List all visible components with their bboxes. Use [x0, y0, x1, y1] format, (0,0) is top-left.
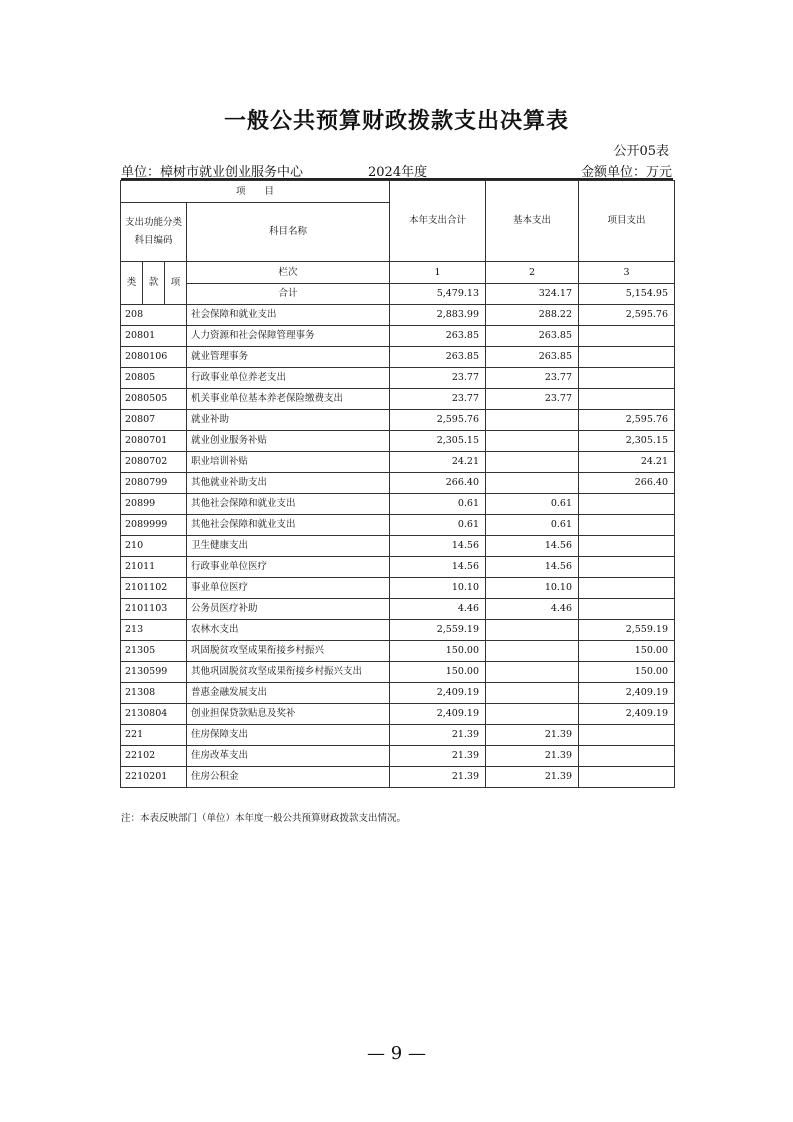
row-total: 24.21: [390, 452, 486, 473]
row-code: 22102: [121, 746, 187, 767]
table-row: [121, 305, 675, 326]
row-project: [579, 347, 675, 368]
row-basic: [486, 473, 579, 494]
row-basic: 10.10: [486, 578, 579, 599]
row-code: 2080106: [121, 347, 187, 368]
row-subject-name: 其他社会保障和就业支出: [187, 515, 390, 536]
row-basic: 21.39: [486, 725, 579, 746]
row-code: 2130804: [121, 704, 187, 725]
row-basic: 14.56: [486, 557, 579, 578]
row-subject-name: 创业担保贷款贴息及奖补: [187, 704, 390, 725]
row-code: 2101102: [121, 578, 187, 599]
row-code: 2101103: [121, 599, 187, 620]
row-subject-name: 行政事业单位医疗: [187, 557, 390, 578]
form-number: 公开05表: [613, 144, 669, 159]
row-project: [579, 536, 675, 557]
table-row: [121, 599, 675, 620]
row-code: 2080505: [121, 389, 187, 410]
row-basic: [486, 431, 579, 452]
header-project: 项 目: [121, 181, 390, 203]
header-project-col: 项目支出: [579, 181, 675, 262]
row-total: 266.40: [390, 473, 486, 494]
row-basic: [486, 683, 579, 704]
amount-unit: 金额单位：万元: [580, 165, 672, 180]
header-kuan: 款: [143, 262, 165, 305]
row-project: [579, 389, 675, 410]
row-project: [579, 767, 675, 788]
row-basic: 263.85: [486, 326, 579, 347]
table-note: 注：本表反映部门（单位）本年度一般公共预算财政拨款支出情况。: [121, 813, 407, 824]
row-basic: [486, 410, 579, 431]
row-code: 2080702: [121, 452, 187, 473]
header-col2: 2: [486, 262, 579, 284]
row-basic: [486, 704, 579, 725]
table-row: [121, 515, 675, 536]
table-row: [121, 662, 675, 683]
table-row: [121, 326, 675, 347]
header-basic-col: 基本支出: [486, 181, 579, 262]
table-row: [121, 578, 675, 599]
header-lei: 类: [121, 262, 143, 305]
row-total: 2,409.19: [390, 704, 486, 725]
row-code: 21305: [121, 641, 187, 662]
unit-name: 单位：樟树市就业创业服务中心: [121, 165, 304, 180]
row-total: 23.77: [390, 368, 486, 389]
row-total: 10.10: [390, 578, 486, 599]
row-subject-name: 机关事业单位基本养老保险缴费支出: [187, 389, 390, 410]
row-total: 150.00: [390, 662, 486, 683]
row-basic: 23.77: [486, 389, 579, 410]
sum-total: 5,479.13: [390, 284, 486, 305]
table-row: [121, 431, 675, 452]
row-basic: 23.77: [486, 368, 579, 389]
row-code: 2210201: [121, 767, 187, 788]
row-subject-name: 社会保障和就业支出: [187, 305, 390, 326]
row-project: 2,305.15: [579, 431, 675, 452]
row-project: 150.00: [579, 662, 675, 683]
table-header: [121, 181, 675, 305]
table-row: [121, 641, 675, 662]
row-subject-name: 公务员医疗补助: [187, 599, 390, 620]
row-subject-name: 住房公积金: [187, 767, 390, 788]
row-subject-name: 人力资源和社会保障管理事务: [187, 326, 390, 347]
row-code: 21011: [121, 557, 187, 578]
row-code: 208: [121, 305, 187, 326]
row-project: 2,409.19: [579, 704, 675, 725]
row-code: 21308: [121, 683, 187, 704]
row-basic: 0.61: [486, 515, 579, 536]
table-row: [121, 683, 675, 704]
row-subject-name: 就业管理事务: [187, 347, 390, 368]
row-total: 21.39: [390, 767, 486, 788]
row-project: 2,409.19: [579, 683, 675, 704]
row-subject-name: 农林水支出: [187, 620, 390, 641]
row-project: 2,559.19: [579, 620, 675, 641]
row-subject-name: 其他就业补助支出: [187, 473, 390, 494]
table-row: [121, 767, 675, 788]
row-basic: 14.56: [486, 536, 579, 557]
row-total: 23.77: [390, 389, 486, 410]
row-code: 20805: [121, 368, 187, 389]
row-code: 210: [121, 536, 187, 557]
row-project: [579, 494, 675, 515]
table-row: [121, 704, 675, 725]
row-subject-name: 巩固脱贫攻坚成果衔接乡村振兴: [187, 641, 390, 662]
table-row: [121, 620, 675, 641]
table-row: [121, 557, 675, 578]
row-basic: 263.85: [486, 347, 579, 368]
report-year: 2024年度: [368, 165, 428, 180]
table-row: [121, 536, 675, 557]
row-code: 2080799: [121, 473, 187, 494]
row-project: 150.00: [579, 641, 675, 662]
row-project: [579, 326, 675, 347]
row-subject-name: 住房改革支出: [187, 746, 390, 767]
table-row: [121, 473, 675, 494]
row-basic: [486, 452, 579, 473]
row-total: 21.39: [390, 725, 486, 746]
table-row: [121, 725, 675, 746]
header-func-class-line2: 科目编码: [134, 235, 173, 246]
row-code: 213: [121, 620, 187, 641]
row-subject-name: 事业单位医疗: [187, 578, 390, 599]
sum-label: 合计: [187, 284, 390, 305]
header-column-no-label: 栏次: [187, 262, 390, 284]
header-col1: 1: [390, 262, 486, 284]
row-project: 2,595.76: [579, 305, 675, 326]
row-basic: 21.39: [486, 746, 579, 767]
row-total: 2,559.19: [390, 620, 486, 641]
row-subject-name: 行政事业单位养老支出: [187, 368, 390, 389]
row-project: [579, 599, 675, 620]
row-subject-name: 职业培训补贴: [187, 452, 390, 473]
expenditure-table: [120, 180, 675, 788]
row-basic: 21.39: [486, 767, 579, 788]
row-project: [579, 515, 675, 536]
table-row: [121, 410, 675, 431]
page-number: — 9 —: [367, 1043, 426, 1064]
row-project: [579, 557, 675, 578]
row-subject-name: 住房保障支出: [187, 725, 390, 746]
row-code: 2080701: [121, 431, 187, 452]
row-project: 2,595.76: [579, 410, 675, 431]
header-func-class-line1: 支出功能分类: [125, 217, 183, 228]
row-basic: 288.22: [486, 305, 579, 326]
row-total: 2,409.19: [390, 683, 486, 704]
row-total: 4.46: [390, 599, 486, 620]
row-total: 21.39: [390, 746, 486, 767]
row-project: 266.40: [579, 473, 675, 494]
row-code: 221: [121, 725, 187, 746]
row-subject-name: 其他巩固脱贫攻坚成果衔接乡村振兴支出: [187, 662, 390, 683]
row-total: 2,305.15: [390, 431, 486, 452]
row-total: 14.56: [390, 557, 486, 578]
row-subject-name: 就业补助: [187, 410, 390, 431]
sum-basic: 324.17: [486, 284, 579, 305]
row-total: 2,595.76: [390, 410, 486, 431]
row-code: 2130599: [121, 662, 187, 683]
sum-project: 5,154.95: [579, 284, 675, 305]
row-code: 20801: [121, 326, 187, 347]
row-project: [579, 746, 675, 767]
row-subject-name: 卫生健康支出: [187, 536, 390, 557]
row-project: [579, 578, 675, 599]
row-code: 2089999: [121, 515, 187, 536]
row-project: 24.21: [579, 452, 675, 473]
row-subject-name: 就业创业服务补贴: [187, 431, 390, 452]
row-total: 14.56: [390, 536, 486, 557]
header-subject-name: 科目名称: [187, 203, 390, 262]
row-total: 150.00: [390, 641, 486, 662]
row-project: [579, 368, 675, 389]
row-total: 2,883.99: [390, 305, 486, 326]
row-basic: [486, 620, 579, 641]
row-basic: [486, 641, 579, 662]
table-row: [121, 389, 675, 410]
page-title: 一般公共预算财政拨款支出决算表: [223, 109, 569, 134]
row-basic: 0.61: [486, 494, 579, 515]
table-row: [121, 452, 675, 473]
row-project: [579, 725, 675, 746]
header-total-col: 本年支出合计: [390, 181, 486, 262]
row-basic: 4.46: [486, 599, 579, 620]
row-subject-name: 普惠金融发展支出: [187, 683, 390, 704]
row-total: 263.85: [390, 347, 486, 368]
row-basic: [486, 662, 579, 683]
row-total: 0.61: [390, 515, 486, 536]
report-info-line: [121, 161, 672, 179]
table-row: [121, 494, 675, 515]
row-subject-name: 其他社会保障和就业支出: [187, 494, 390, 515]
row-code: 20807: [121, 410, 187, 431]
table-row: [121, 368, 675, 389]
row-total: 263.85: [390, 326, 486, 347]
header-func-class: [121, 203, 187, 262]
row-total: 0.61: [390, 494, 486, 515]
header-col3: 3: [579, 262, 675, 284]
table-row: [121, 347, 675, 368]
header-xiang: 项: [165, 262, 187, 305]
table-row: [121, 746, 675, 767]
row-code: 20899: [121, 494, 187, 515]
table-body: [121, 305, 675, 788]
